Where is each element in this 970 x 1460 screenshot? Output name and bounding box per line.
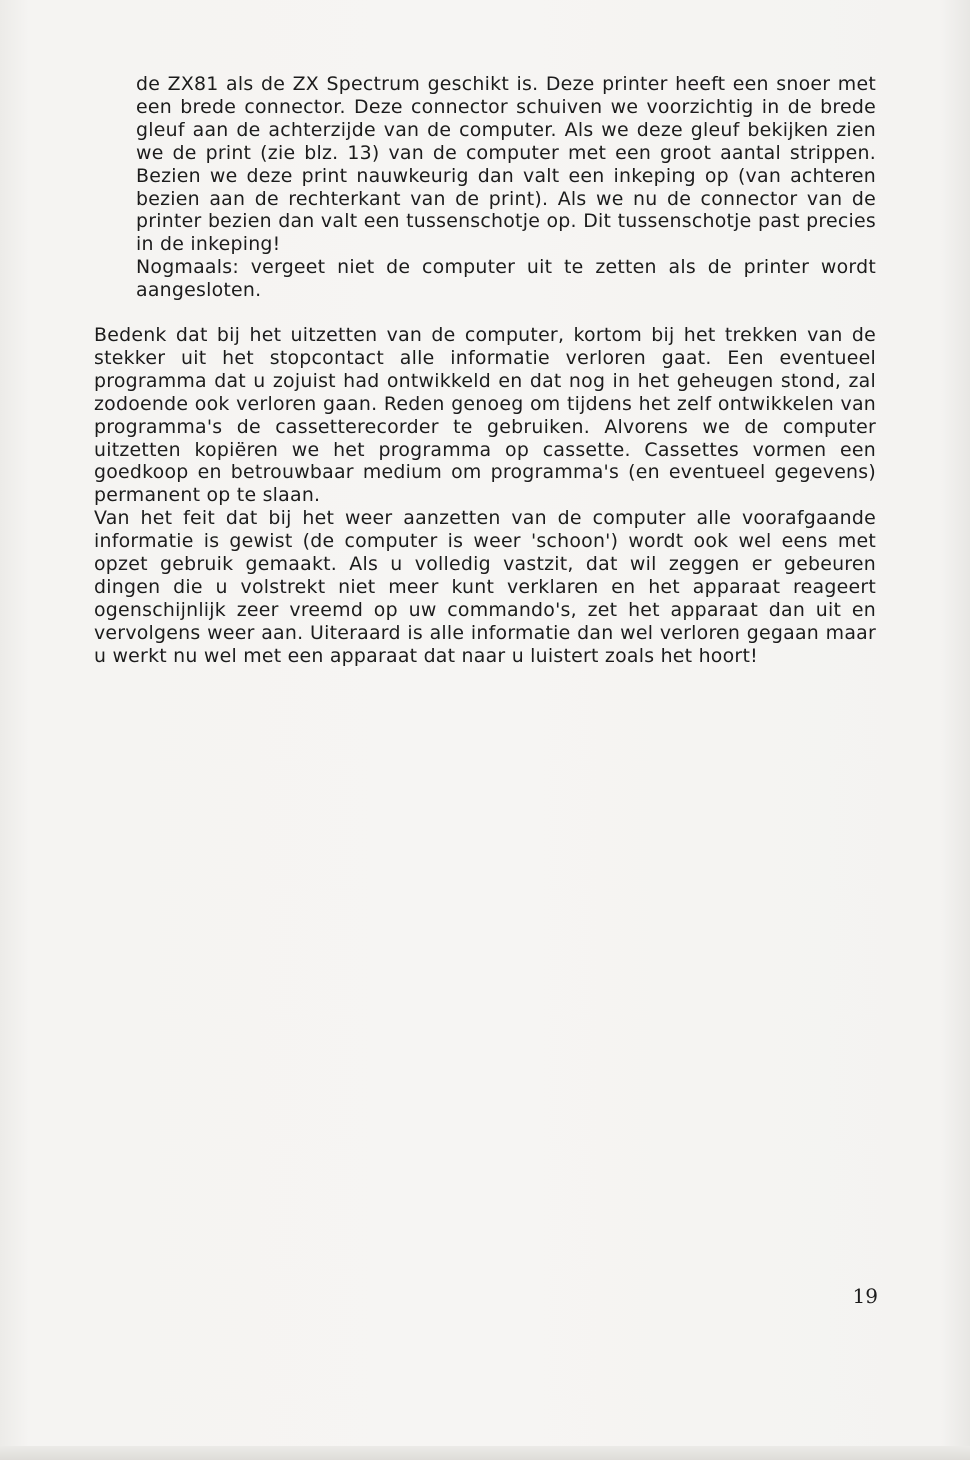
power-off-section — [94, 324, 876, 668]
page-number: 19 — [852, 1284, 878, 1308]
printer-connector-paragraph: de ZX81 als de ZX Spectrum geschikt is. Deze printer heeft een snoer met een brede connector. Deze connector schuiven we voorzichtig in de brede gleuf aan de achterzijde van de computer. Als we deze gleuf bekijken zien we de print (zie blz. 13) van de computer met een groot aantal strippen. Bezien we deze print nauwkeurig dan valt een inkeping op (van achteren bezien aan de rechterkant van de print). Als we nu de connector van de printer bezien dan valt een tussenschotje op. Dit tussenschotje past precies in de inkeping! — [136, 73, 876, 256]
information-loss-paragraph: Bedenk dat bij het uitzetten van de computer, kortom bij het trekken van de stekker uit het stopcontact alle informatie verloren gaat. Een eventueel programma dat u zojuist had ontwikkeld en dat nog in het geheugen stond, zal zodoende ook verloren gaan. Reden genoeg om tijdens het zelf ontwikkelen van programma's de cassetterecorder te gebruiken. Alvorens we de computer uitzetten kopiëren we het programma op cassette. Cassettes vormen een goedkoop en betrouwbaar medium om programma's (en eventueel gegevens) permanent op te slaan. — [94, 324, 876, 507]
printer-warning-paragraph: Nogmaals: vergeet niet de computer uit te zetten als de printer wordt aangesloten. — [136, 256, 876, 302]
reset-paragraph: Van het feit dat bij het weer aanzetten van de computer alle voorafgaande informatie is gewist (de computer is weer 'schoon') wordt ook wel eens met opzet gebruik gemaakt. Als u volledig vastzit, dat wil zeggen er gebeuren dingen die u volstrekt niet meer kunt verklaren en het apparaat reageert ogenschijnlijk zeer vreemd op uw commando's, zet het apparaat dan uit en vervolgens weer aan. Uiteraard is alle informatie dan wel verloren gegaan maar u werkt nu wel met een apparaat dat naar u luistert zoals het hoort! — [94, 507, 876, 667]
printer-connection-section — [136, 73, 876, 302]
